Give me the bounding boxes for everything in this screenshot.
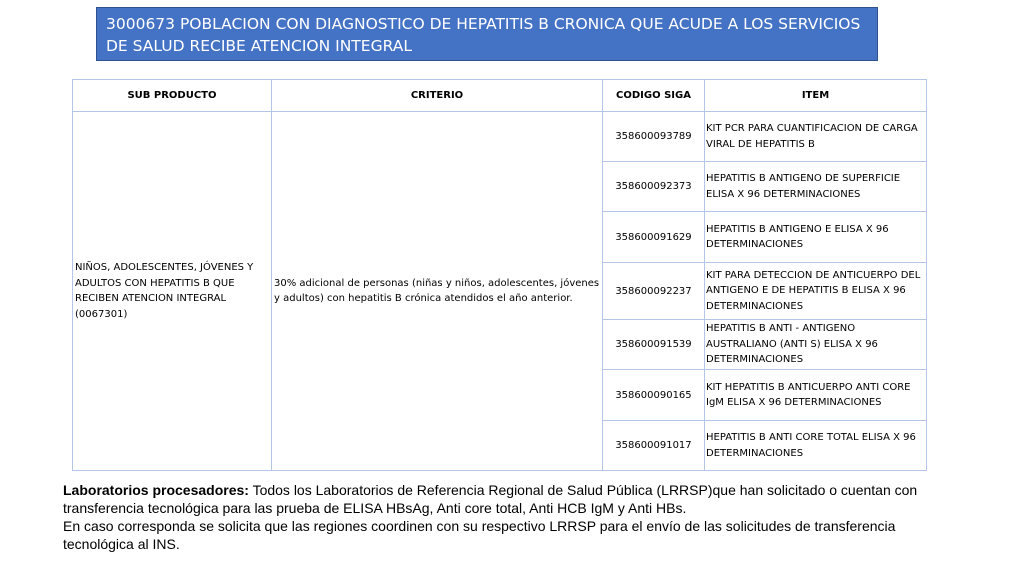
- slide-title: 3000673 POBLACION CON DIAGNOSTICO DE HEPATITIS B CRONICA QUE ACUDE A LOS SERVICIOS DE SALUD RECIBE ATENCION INTEGRAL: [96, 7, 878, 61]
- codigo-cell: 358600093789: [603, 112, 705, 162]
- table-header-row: [73, 80, 927, 112]
- codigo-cell: 358600091017: [603, 421, 705, 471]
- table-row: [73, 112, 927, 162]
- item-cell: KIT PARA DETECCION DE ANTICUERPO DEL ANTIGENO E DE HEPATITIS B ELISA X 96 DETERMINACIONES: [705, 263, 927, 320]
- footer-paragraph-1: [63, 481, 963, 517]
- item-cell: HEPATITIS B ANTI - ANTIGENO AUSTRALIANO (ANTI S) ELISA X 96 DETERMINACIONES: [705, 320, 927, 370]
- sub-producto-cell: NIÑOS, ADOLESCENTES, JÓVENES Y ADULTOS CON HEPATITIS B QUE RECIBEN ATENCION INTEGRAL (0067301): [73, 112, 272, 471]
- header-criterio: CRITERIO: [272, 80, 603, 112]
- item-cell: HEPATITIS B ANTIGENO DE SUPERFICIE ELISA X 96 DETERMINACIONES: [705, 162, 927, 212]
- item-cell: KIT HEPATITIS B ANTICUERPO ANTI CORE IgM ELISA X 96 DETERMINACIONES: [705, 370, 927, 421]
- footer-text-1: Todos los Laboratorios de Referencia Regional de Salud Pública (LRRSP)que han solicitado o cuentan con transferencia tecnológica para las prueba de ELISA HBsAg, Anti core total, Anti HCB IgM y Anti HBs.: [63, 482, 918, 516]
- codigo-cell: 358600091539: [603, 320, 705, 370]
- item-cell: HEPATITIS B ANTIGENO E ELISA X 96 DETERMINACIONES: [705, 212, 927, 263]
- header-codigo-siga: CODIGO SIGA: [603, 80, 705, 112]
- codigo-cell: 358600091629: [603, 212, 705, 263]
- header-sub-producto: SUB PRODUCTO: [73, 80, 272, 112]
- codigo-cell: 358600092373: [603, 162, 705, 212]
- footer-paragraph-2: En caso corresponda se solicita que las regiones coordinen con su respectivo LRRSP para el envío de las solicitudes de transferencia tecnológica al INS.: [63, 518, 896, 552]
- codigo-cell: 358600090165: [603, 370, 705, 421]
- codigo-cell: 358600092237: [603, 263, 705, 320]
- criterio-cell: 30% adicional de personas (niñas y niños, adolescentes, jóvenes y adultos) con hepatitis B crónica atendidos el año anterior.: [272, 112, 603, 471]
- footer-note: [63, 481, 963, 553]
- footer-label: Laboratorios procesadores:: [63, 482, 249, 498]
- items-table: [72, 79, 927, 471]
- header-item: ITEM: [705, 80, 927, 112]
- item-cell: HEPATITIS B ANTI CORE TOTAL ELISA X 96 DETERMINACIONES: [705, 421, 927, 471]
- item-cell: KIT PCR PARA CUANTIFICACION DE CARGA VIRAL DE HEPATITIS B: [705, 112, 927, 162]
